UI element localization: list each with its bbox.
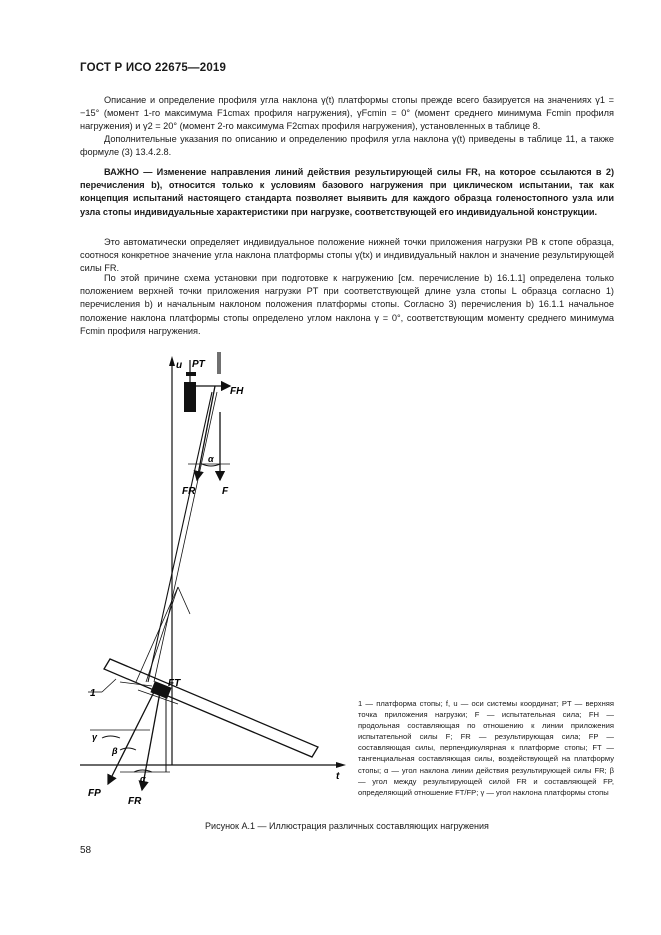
paragraph-additional-notes: Дополнительные указания по описанию и определению профиля угла наклона γ(t) приведены в таблице 11, а также формуле (3) 13.4.2.8.: [80, 134, 614, 158]
label-1-pointer: [102, 679, 116, 692]
gamma-arc: [102, 736, 120, 738]
paragraph-lower-point: Это автоматически определяет индивидуальное положение нижней точки приложения нагрузки PB к стопе образца, соотнося конкретное значение угла наклона платформы стопы γ(tx) и индивидуальный наклон и значение результирующей силы FR.: [80, 237, 614, 274]
pt-marker: [186, 372, 196, 376]
construction-line-1: [146, 587, 178, 682]
u-axis-arrowhead: [169, 356, 175, 366]
label-platform-1: 1: [90, 688, 96, 699]
label-alpha-bottom: α: [140, 774, 146, 784]
beta-arc: [120, 748, 136, 750]
fr-line-of-action-2: [154, 392, 217, 682]
label-fh: FH: [230, 386, 244, 397]
t-axis-arrowhead: [336, 762, 346, 768]
figure-caption: Рисунок А.1 — Иллюстрация различных составляющих нагружения: [205, 821, 489, 831]
label-beta: β: [112, 746, 118, 756]
construction-line-3: [178, 587, 190, 614]
label-gamma: γ: [92, 732, 98, 742]
label-f-top: F: [222, 486, 229, 497]
page-number: 58: [80, 845, 92, 856]
paragraph-profile-description: Описание и определение профиля угла наклона γ(t) платформы стопы прежде всего базируется на значениях γ1 = −15° (момент 1-го максимума F1cmax профиля нагружения), γFcmin = 0° (момент среднего минимума Fcmin профиля нагружения) и γ2 = 20° (момент 2-го максимума F2cmax профиля нагружения), установленных в таблице 8.: [80, 95, 614, 132]
label-u-axis: u: [176, 360, 183, 371]
fr-line-of-action: [148, 392, 212, 682]
paragraph-setup-scheme: По этой причине схема установки при подготовке к нагружению [см. перечисление b) 16.1.1] определена только положением верхней точки приложения нагрузки PT при соответствующей длине узла стопы L образца согласно 1) перечисления b) и начальным наклоном положения платформы стопы. Согласно 3) перечисления b) 16.1.1 начальное положение наклона платформы стопы определено углом наклона γ = 0°, соответствующим моменту среднего минимума Fcmin профиля нагружения.: [80, 273, 614, 336]
label-fr-top: FR: [182, 486, 196, 497]
document-header: ГОСТ Р ИСО 22675—2019: [80, 62, 227, 74]
label-fp: FP: [88, 788, 101, 799]
label-fr-bottom: FR: [128, 796, 142, 807]
label-t-axis: t: [336, 771, 340, 782]
label-alpha-top: α: [208, 454, 214, 464]
paragraph-important-note: ВАЖНО — Изменение направления линий действия результирующей силы FR, на которое ссылаются в 2) перечисления b), относится только к условиям базового нагружения при циклическом испытании, так как концепция испытаний настоящего стандарта позволяет выявить для каждого образца голеностопного узла или узла стопы индивидуальные характеристики при нагрузке, соответствующей его индивидуальной конструкции.: [80, 167, 614, 217]
foot-platform: [104, 659, 318, 757]
figure-legend: 1 — платформа стопы; f, u — оси системы координат; PT — верхняя точка приложения нагрузки; F — испытательная сила; FH — продольная составляющая по отношению к линии приложения испытательной силы F; FR — результирующая сила; FP — составляющая силы, перпендикулярная к платформе стопы; FT — тангенциальная составляющая силы, воздействующей на платформу стопы; α — угол наклона линии действия результирующей силы FR; β — угол между результирующей силой FR и составляющей FP, определяющий отношение FT/FP; γ — угол наклона платформы стопы: [358, 699, 614, 797]
label-pt-top: PT: [192, 359, 205, 370]
label-ft: FT: [168, 678, 181, 689]
